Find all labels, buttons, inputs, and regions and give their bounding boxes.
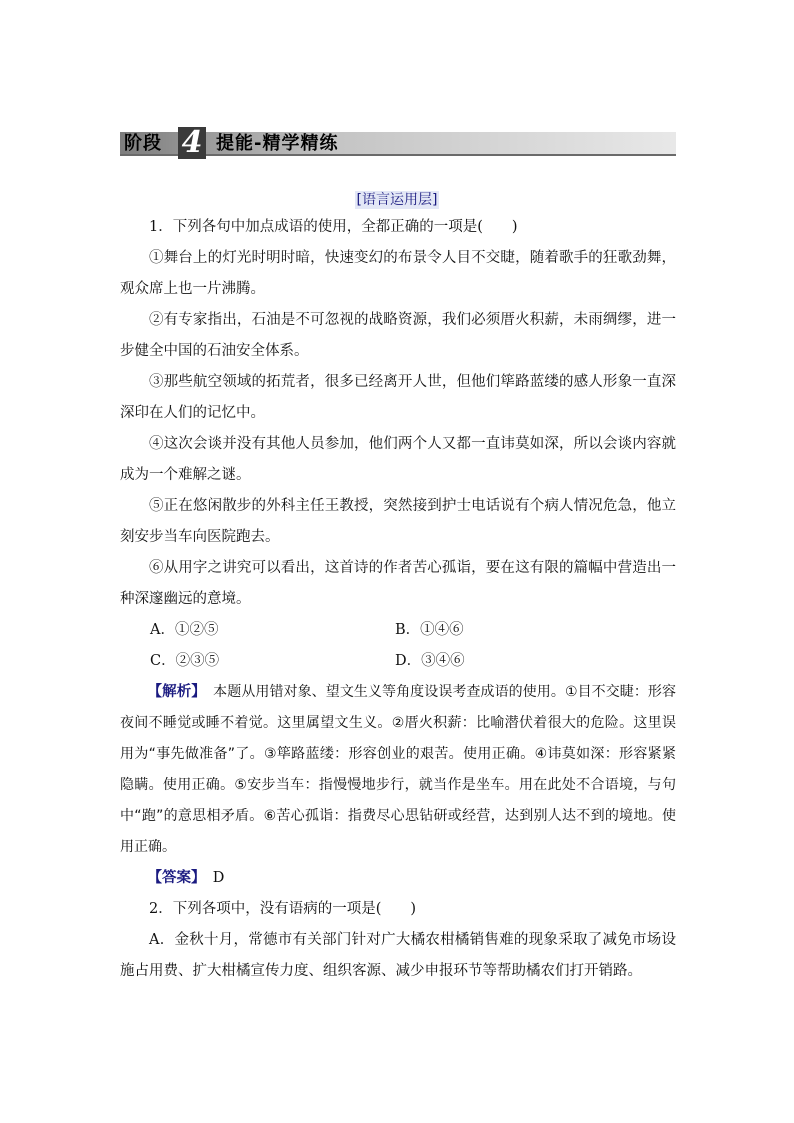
q1-item-6: ⑥从用字之讲究可以看出，这首诗的作者苦心孤诣，要在这有限的篇幅中营造出一种深邃幽远的意境。 [120,560,676,607]
answer-value: D [212,870,225,886]
q1-item-5: ⑤正在悠闲散步的外科主任王教授，突然接到护士电话说有个病人情况危急，他立刻安步当车向医院跑去。 [120,498,676,545]
section-header [120,125,676,160]
layer-tag [0,189,794,209]
q1-item-3: ③那些航空领域的拓荒者，很多已经离开人世，但他们筚路蓝缕的感人形象一直深深印在人们的记忆中。 [120,374,676,421]
q2-option-a: A．金秋十月，常德市有关部门针对广大橘农柑橘销售难的现象采取了减免市场设施占用费、扩大柑橘宣传力度、组织客源、减少申报环节等帮助橘农们打开销路。 [120,932,676,979]
layer-tag-text: [语言运用层] [356,192,438,208]
stage-number: 4 [178,127,206,159]
q1-options-row-2 [120,646,676,677]
document-body [120,212,676,987]
q1-option-a: A．①②⑤ [150,622,219,638]
q1-item-2: ②有专家指出，石油是不可忽视的战略资源，我们必须厝火积薪，未雨绸缪，进一步健全中国的石油安全体系。 [120,312,676,359]
analysis-label: 【解析】 [147,684,199,700]
q1-option-d: D．③④⑥ [395,653,465,669]
stage-label: 阶段 [124,133,162,154]
q1-options-row-1 [120,615,676,646]
question-2-stem: 2．下列各项中，没有语病的一项是( ) [149,901,417,917]
q1-analysis [120,677,676,863]
q1-option-b: B．①④⑥ [395,622,464,638]
section-title: 提能-精学精练 [216,133,339,154]
q1-item-4: ④这次会谈并没有其他人员参加，他们两个人又都一直讳莫如深，所以会谈内容就成为一个难解之谜。 [120,436,676,483]
question-1-stem: 1．下列各句中加点成语的使用，全都正确的一项是( ) [149,219,518,235]
q1-item-1: ①舞台上的灯光时明时暗，快速变幻的布景令人目不交睫，随着歌手的狂歌劲舞，观众席上也一片沸腾。 [120,250,676,297]
answer-label: 【答案】 [147,870,199,886]
q1-answer [120,863,676,894]
q1-option-c: C．②③⑤ [150,653,220,669]
analysis-text: 本题从用错对象、望文生义等角度设误考查成语的使用。①目不交睫：形容夜间不睡觉或睡不着觉。这里属望文生义。②厝火积薪：比喻潜伏着很大的危险。这里误用为“事先做准备”了。③筚路蓝缕：形容创业的艰苦。使用正确。④讳莫如深：形容紧紧隐瞒。使用正确。⑤安步当车：指慢慢地步行，就当作是坐车。用在此处不合语境，与句中“跑”的意思相矛盾。⑥苦心孤诣：指费尽心思钻研或经营，达到别人达不到的境地。使用正确。 [120,684,677,855]
